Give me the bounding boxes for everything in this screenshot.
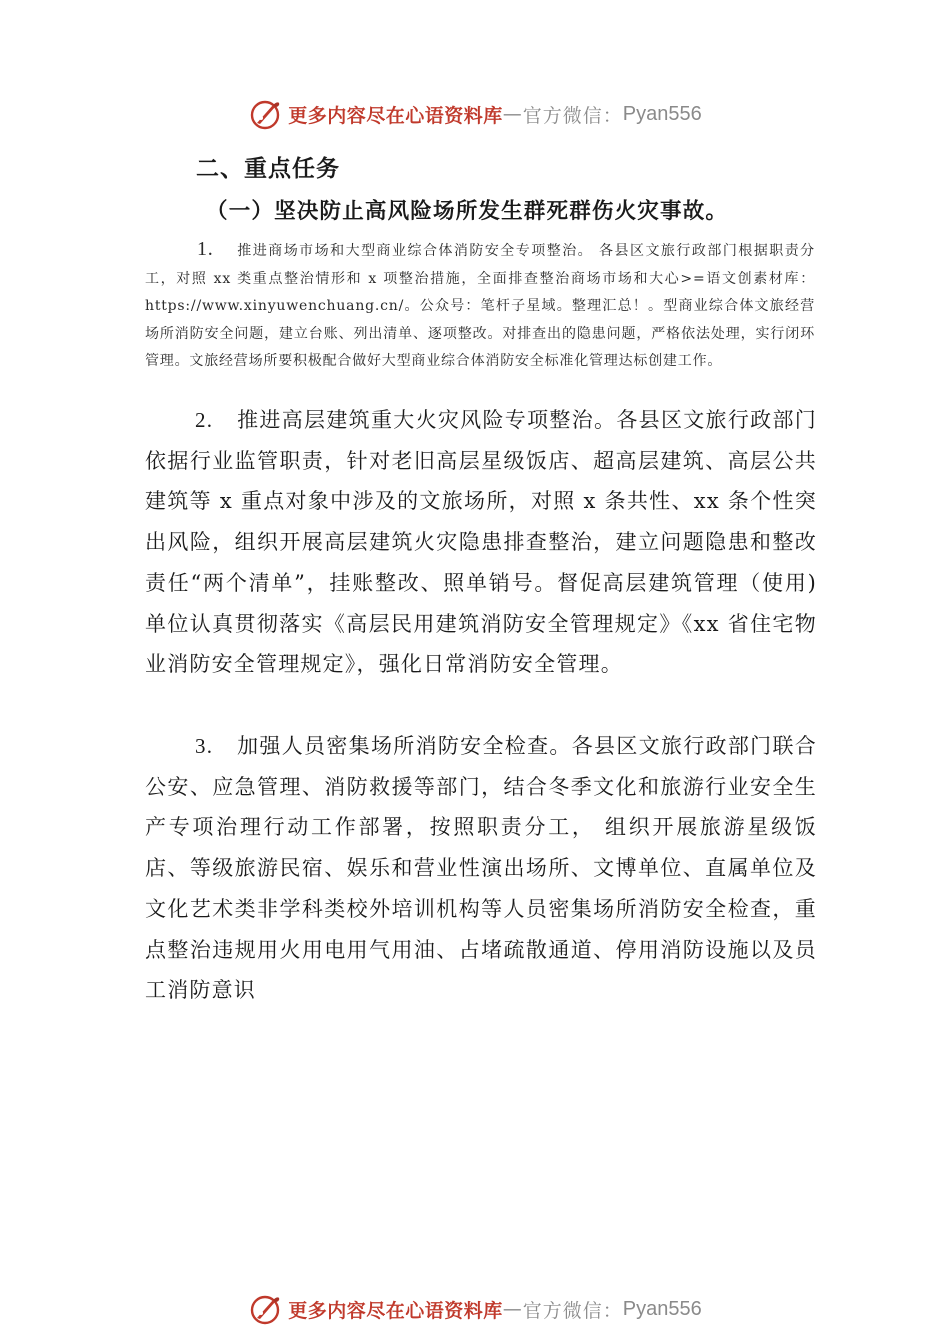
paragraph-text: 推进高层建筑重大火灾风险专项整治。各县区文旅行政部门依据行业监管职责，针对老旧高层星级饭店、超高层建筑、高层公共建筑等 x 重点对象中涉及的文旅场所，对照 x 条共性、xx 条个性突出风险，组织开展高层建筑火灾隐患排查整治，建立问题隐患和整改责任“两个清单”，挂账整改、照单销号。督促高层建筑管理（使用)单位认真贯彻落实《高层民用建筑消防安全管理规定》《xx 省住宅物业消防安全管理规定》，强化日常消防安全管理。	[145, 408, 817, 677]
banner-separator: —	[502, 103, 523, 125]
banner-separator: —	[502, 1298, 523, 1320]
paragraph-text: 加强人员密集场所消防安全检查。各县区文旅行政部门联合公安、应急管理、消防救援等部门，结合冬季文化和旅游行业安全生产专项治理行动工作部署，按照职责分工， 组织开展旅游星级饭店、等级旅游民宿、娱乐和营业性演出场所、文博单位、直属单位及文化艺术类非学科类校外培训机构等人员密集场所消防安全检查，重点整治违规用火用电用气用油、占堵疏散通道、停用消防设施以及员工消防意识	[145, 734, 817, 1003]
paragraph-3	[145, 726, 817, 1011]
paragraph-number: 3.	[195, 734, 214, 758]
banner-sub-text: 官方微信：	[522, 104, 623, 127]
banner-wechat-id: Pyan556	[622, 1297, 702, 1320]
banner-main-text: 更多内容尽在心语资料库	[288, 1299, 503, 1322]
paragraph-text: 推进商场市场和大型商业综合体消防安全专项整治。 各县区文旅行政部门根据职责分工，对照 xx 类重点整治情形和 x 项整治措施，全面排查整治商场市场和大心>=语文创素材库：https://www.xinyuwenchuang.cn/。公众号：笔杆子星域。整理汇总！。型商业综合体文旅经营场所消防安全问题，建立台账、列出清单、逐项整改。对排查出的隐患问题，严格依法处理，实行闭环管理。文旅经营场所要积极配合做好大型商业综合体消防安全标准化管理达标创建工作。	[145, 243, 815, 370]
paragraph-number: 2.	[195, 408, 214, 432]
banner-wechat-id: Pyan556	[622, 102, 702, 125]
paragraph-2	[145, 400, 817, 685]
quill-seal-icon	[248, 97, 282, 131]
section-heading: 二、重点任务	[196, 156, 340, 182]
footer-watermark-banner	[0, 1287, 950, 1331]
sub-heading: （一）坚决防止高风险场所发生群死群伤火灾事故。	[206, 199, 729, 224]
paragraph-1	[145, 236, 815, 376]
banner-main-text: 更多内容尽在心语资料库	[288, 104, 503, 127]
paragraph-number: 1.	[197, 238, 214, 260]
header-watermark-banner	[0, 92, 950, 136]
quill-seal-icon	[248, 1292, 282, 1326]
banner-sub-text: 官方微信：	[522, 1299, 623, 1322]
